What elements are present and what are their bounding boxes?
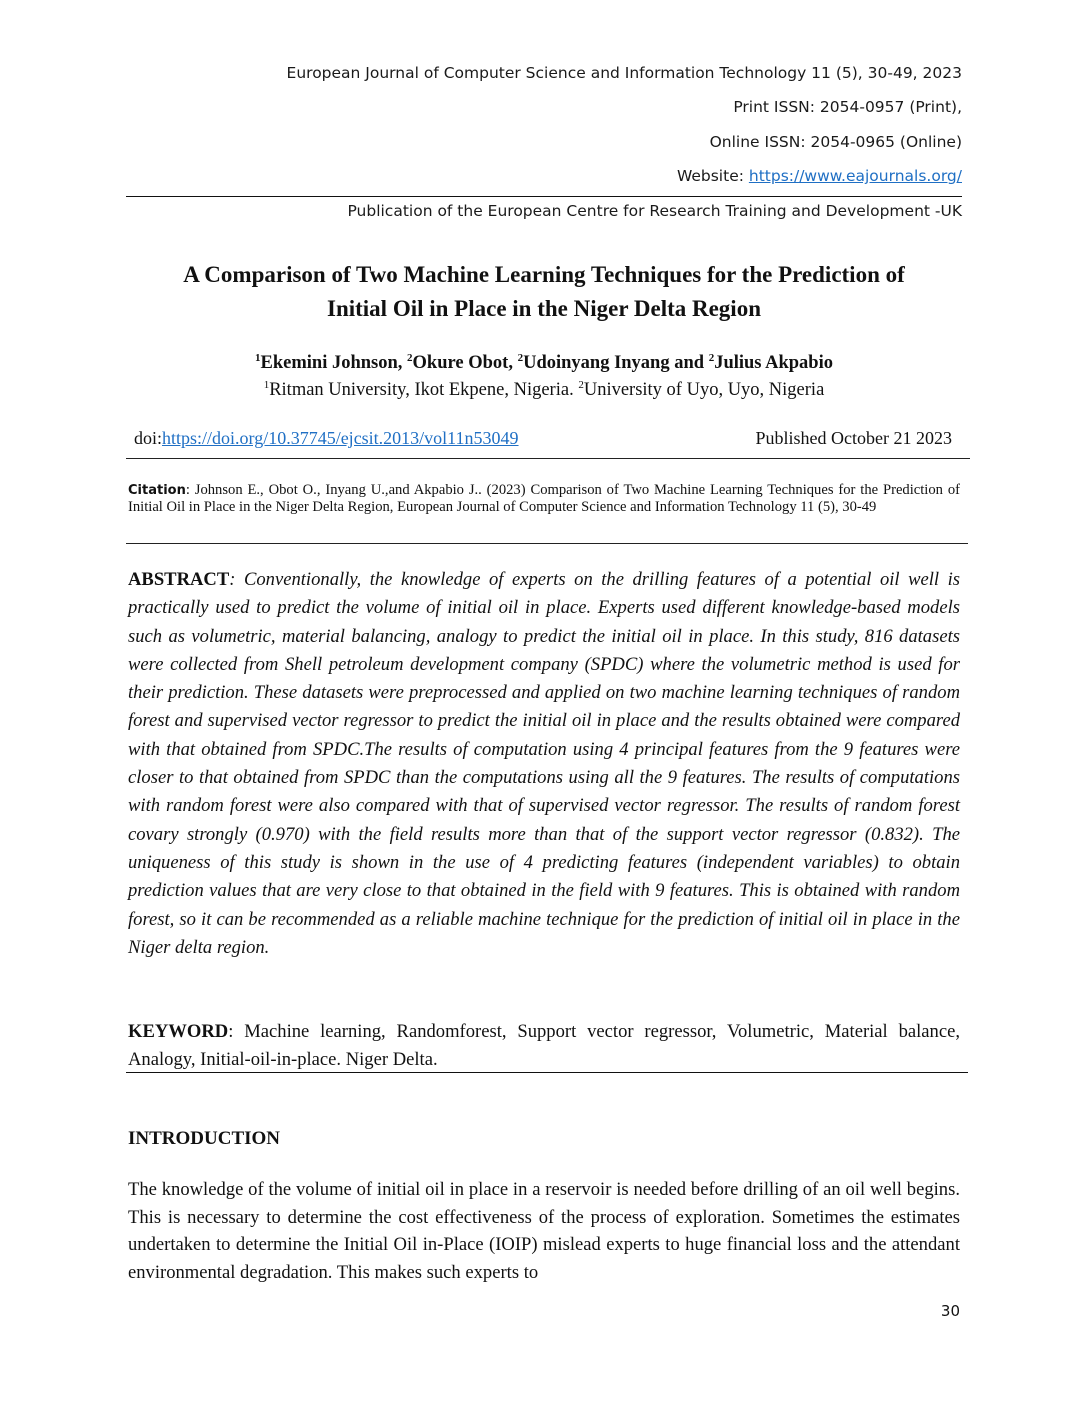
author-name: Julius Akpabio — [714, 353, 833, 373]
abstract-text: : Conventionally, the knowledge of experts on the drilling features of a potential oil well is practically used to predict the volume of initial oil in place. Experts used different knowledge-based models such as volumetric, material balancing, analogy to predict the initial oil in place. In this study, 816 datasets were collected from Shell petroleum development company (SPDC) where the volumetric method is used for their prediction. These datasets were preprocessed and applied on two machine learning techniques of random forest and supervised vector regressor to predict the initial oil in place and the results obtained were compared with that obtained from SPDC.The results of computation using 4 principal features from the 9 features were closer to that obtained from SPDC than the computations using all the 9 features. The results of computations with random forest were also compared with that of supervised vector regressor. The results of random forest covary strongly (0.970) with the field results more than that of the support vector regressor (0.832). The uniqueness of this study is shown in the use of 4 predicting features (independent variables) to obtain prediction values that are very close to that obtained in the field with 9 features. This is obtained with random forest, so it can be recommended as a reliable machine technique for the prediction of initial oil in place in the Niger delta region. — [128, 569, 960, 958]
title-line-1: A Comparison of Two Machine Learning Techniques for the Prediction of — [183, 262, 905, 287]
keyword-text: : Machine learning, Randomforest, Support vector regressor, Volumetric, Material balance, Analogy, Initial-oil-in-place. Niger Delta. — [128, 1021, 960, 1070]
publisher-line: Publication of the European Centre for Research Training and Development -UK — [347, 202, 962, 220]
title-line-2: Initial Oil in Place in the Niger Delta Region — [327, 296, 761, 321]
paper-title — [110, 258, 978, 326]
keyword-divider — [126, 1072, 968, 1073]
affiliation-sup: 2 — [578, 379, 584, 391]
author-sup: 2 — [407, 352, 413, 364]
author-sup: 2 — [708, 352, 715, 364]
website-line — [677, 167, 962, 185]
affiliation-sup: 1 — [263, 379, 270, 391]
published-date: Published October 21 2023 — [755, 428, 952, 448]
keyword-block — [128, 1018, 960, 1074]
doi-divider — [126, 458, 970, 459]
doi-link[interactable]: https://doi.org/10.37745/ejcsit.2013/vol11n53049 — [162, 428, 519, 448]
abstract-block — [128, 566, 960, 962]
abstract-label: ABSTRACT — [128, 569, 230, 590]
doi-row — [134, 428, 952, 449]
website-label: Website: — [676, 167, 749, 185]
affiliation: Ritman University, Ikot Ekpene, Nigeria. — [269, 380, 579, 400]
citation-block — [128, 482, 960, 516]
citation-label: Citation — [128, 483, 186, 498]
author-sup: 1 — [255, 352, 261, 364]
print-issn: Print ISSN: 2054-0957 (Print), — [733, 98, 962, 116]
citation-text: : Johnson E., Obot O., Inyang U.,and Akpabio J.. (2023) Comparison of Two Machine Learning Techniques for the Prediction of Initial Oil in Place in the Niger Delta Region, European Journal of Computer Science and Information Technology 11 (5), 30-49 — [128, 482, 960, 515]
keyword-label: KEYWORD — [128, 1021, 229, 1042]
introduction-paragraph: The knowledge of the volume of initial oil in place in a reservoir is needed before drilling of an oil well begins. This is necessary to determine the cost effectiveness of the process of exploration. Sometimes the estimates undertaken to determine the Initial Oil in-Place (IOIP) mislead experts to huge financial loss and the attendant environmental degradation. This makes such experts to — [128, 1179, 960, 1283]
author-sup: 2 — [517, 352, 524, 364]
journal-name: European Journal of Computer Science and Information Technology 11 (5), 30-49, 2023 — [286, 64, 962, 82]
website-link[interactable]: https://www.eajournals.org/ — [748, 167, 962, 185]
doi-prefix: doi: — [134, 428, 163, 448]
introduction-heading: INTRODUCTION — [128, 1128, 281, 1149]
author-name: Ekemini Johnson, — [260, 353, 408, 373]
citation-divider — [126, 543, 968, 544]
author-name: Okure Obot, — [412, 353, 518, 373]
affiliation: University of Uyo, Uyo, Nigeria — [583, 380, 825, 400]
author-name: Udoinyang Inyang and — [523, 353, 709, 373]
header-divider — [126, 196, 962, 197]
page-number: 30 — [940, 1302, 960, 1320]
affiliations — [0, 380, 1088, 401]
author-list — [0, 353, 1088, 374]
online-issn: Online ISSN: 2054-0965 (Online) — [709, 133, 962, 151]
